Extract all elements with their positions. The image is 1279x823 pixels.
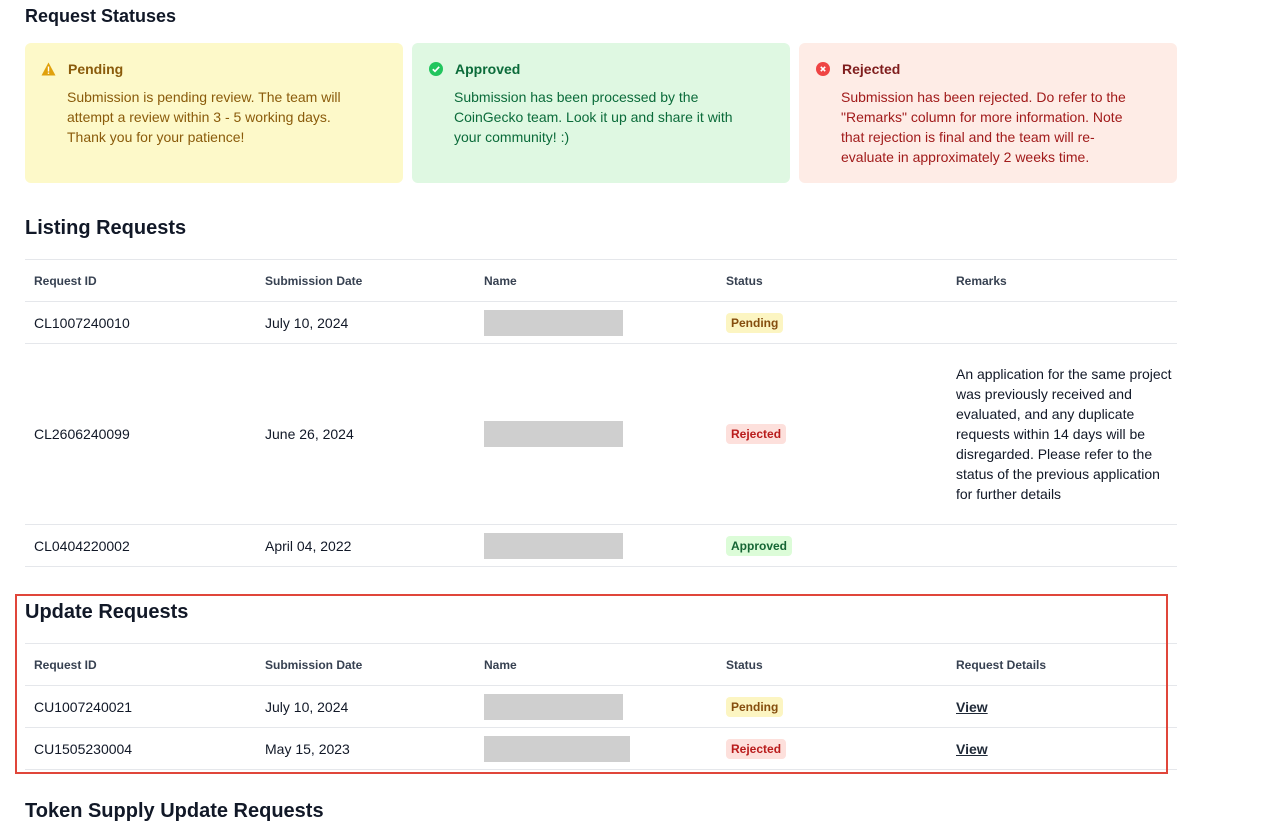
table-row [25,686,1177,728]
name-redacted [484,686,623,727]
name-redacted [484,302,623,343]
status-cell [726,302,783,343]
column-header-status: Status [726,657,763,672]
table-row [25,302,1177,344]
warning-icon [41,62,56,77]
column-header-name: Name [484,273,517,288]
request-id: CL1007240010 [34,314,130,331]
status-card-text: Submission has been rejected. Do refer to the "Remarks" column for more information. Note that rejection is final and the team will re-evaluate in approximately 2 weeks time. [841,89,1126,165]
status-badge: Approved [726,536,792,556]
column-header-request-id: Request ID [34,657,97,672]
request-id: CL0404220002 [34,537,130,554]
status-badge: Pending [726,313,783,333]
check-circle-icon [428,62,443,77]
status-badge: Rejected [726,424,786,444]
column-header-request-id: Request ID [34,273,97,288]
status-cell [726,525,792,566]
update-requests-table [25,643,1177,770]
status-cell [726,344,786,524]
remarks [956,302,1174,343]
remarks [956,525,1174,566]
table-header [25,259,1177,302]
request-statuses-title: Request Statuses [25,6,177,26]
name-redacted [484,525,623,566]
status-card-title: Pending [68,61,124,77]
request-details-cell [956,686,1174,727]
name-redacted [484,728,630,769]
submission-date: July 10, 2024 [265,698,349,715]
token-supply-update-requests-title: Token Supply Update Requests [25,800,324,822]
status-cell [726,728,786,769]
status-cell [726,686,783,727]
status-card-text: Submission is pending review. The team will attempt a review within 3 - 5 working days. Thank you for your patience! [67,89,341,145]
listing-requests-title: Listing Requests [25,217,187,239]
column-header-submission-date: Submission Date [265,657,363,672]
view-request-details-link[interactable]: View [956,740,988,757]
status-card-approved [412,43,790,183]
request-details-cell [956,728,1174,769]
request-id: CL2606240099 [34,426,130,442]
table-row [25,728,1177,770]
submission-date: April 04, 2022 [265,537,352,554]
column-header-status: Status [726,273,763,288]
column-header-remarks: Remarks [956,273,1007,288]
table-header [25,643,1177,686]
table-row [25,344,1177,525]
submission-date: June 26, 2024 [265,426,354,442]
update-requests-title: Update Requests [25,601,189,623]
listing-requests-table [25,259,1177,567]
view-request-details-link[interactable]: View [956,698,988,715]
status-card-pending [25,43,403,183]
column-header-request-details: Request Details [956,657,1047,672]
request-id: CU1505230004 [34,740,133,757]
status-card-title: Approved [455,61,521,77]
request-id: CU1007240021 [34,698,133,715]
column-header-submission-date: Submission Date [265,273,363,288]
table-row [25,525,1177,567]
submission-date: July 10, 2024 [265,314,349,331]
status-card-rejected [799,43,1177,183]
status-badge: Rejected [726,739,786,759]
status-card-title: Rejected [842,61,901,77]
x-circle-icon [815,62,830,77]
remarks: An application for the same project was previously received and evaluated, and any duplicate requests within 14 days will be disregarded. Please refer to the status of the previous application for further details [956,366,1172,502]
submission-date: May 15, 2023 [265,740,350,757]
column-header-name: Name [484,657,517,672]
status-badge: Pending [726,697,783,717]
status-card-text: Submission has been processed by the CoinGecko team. Look it up and share it with your community! :) [454,89,733,145]
name-redacted [484,344,623,524]
